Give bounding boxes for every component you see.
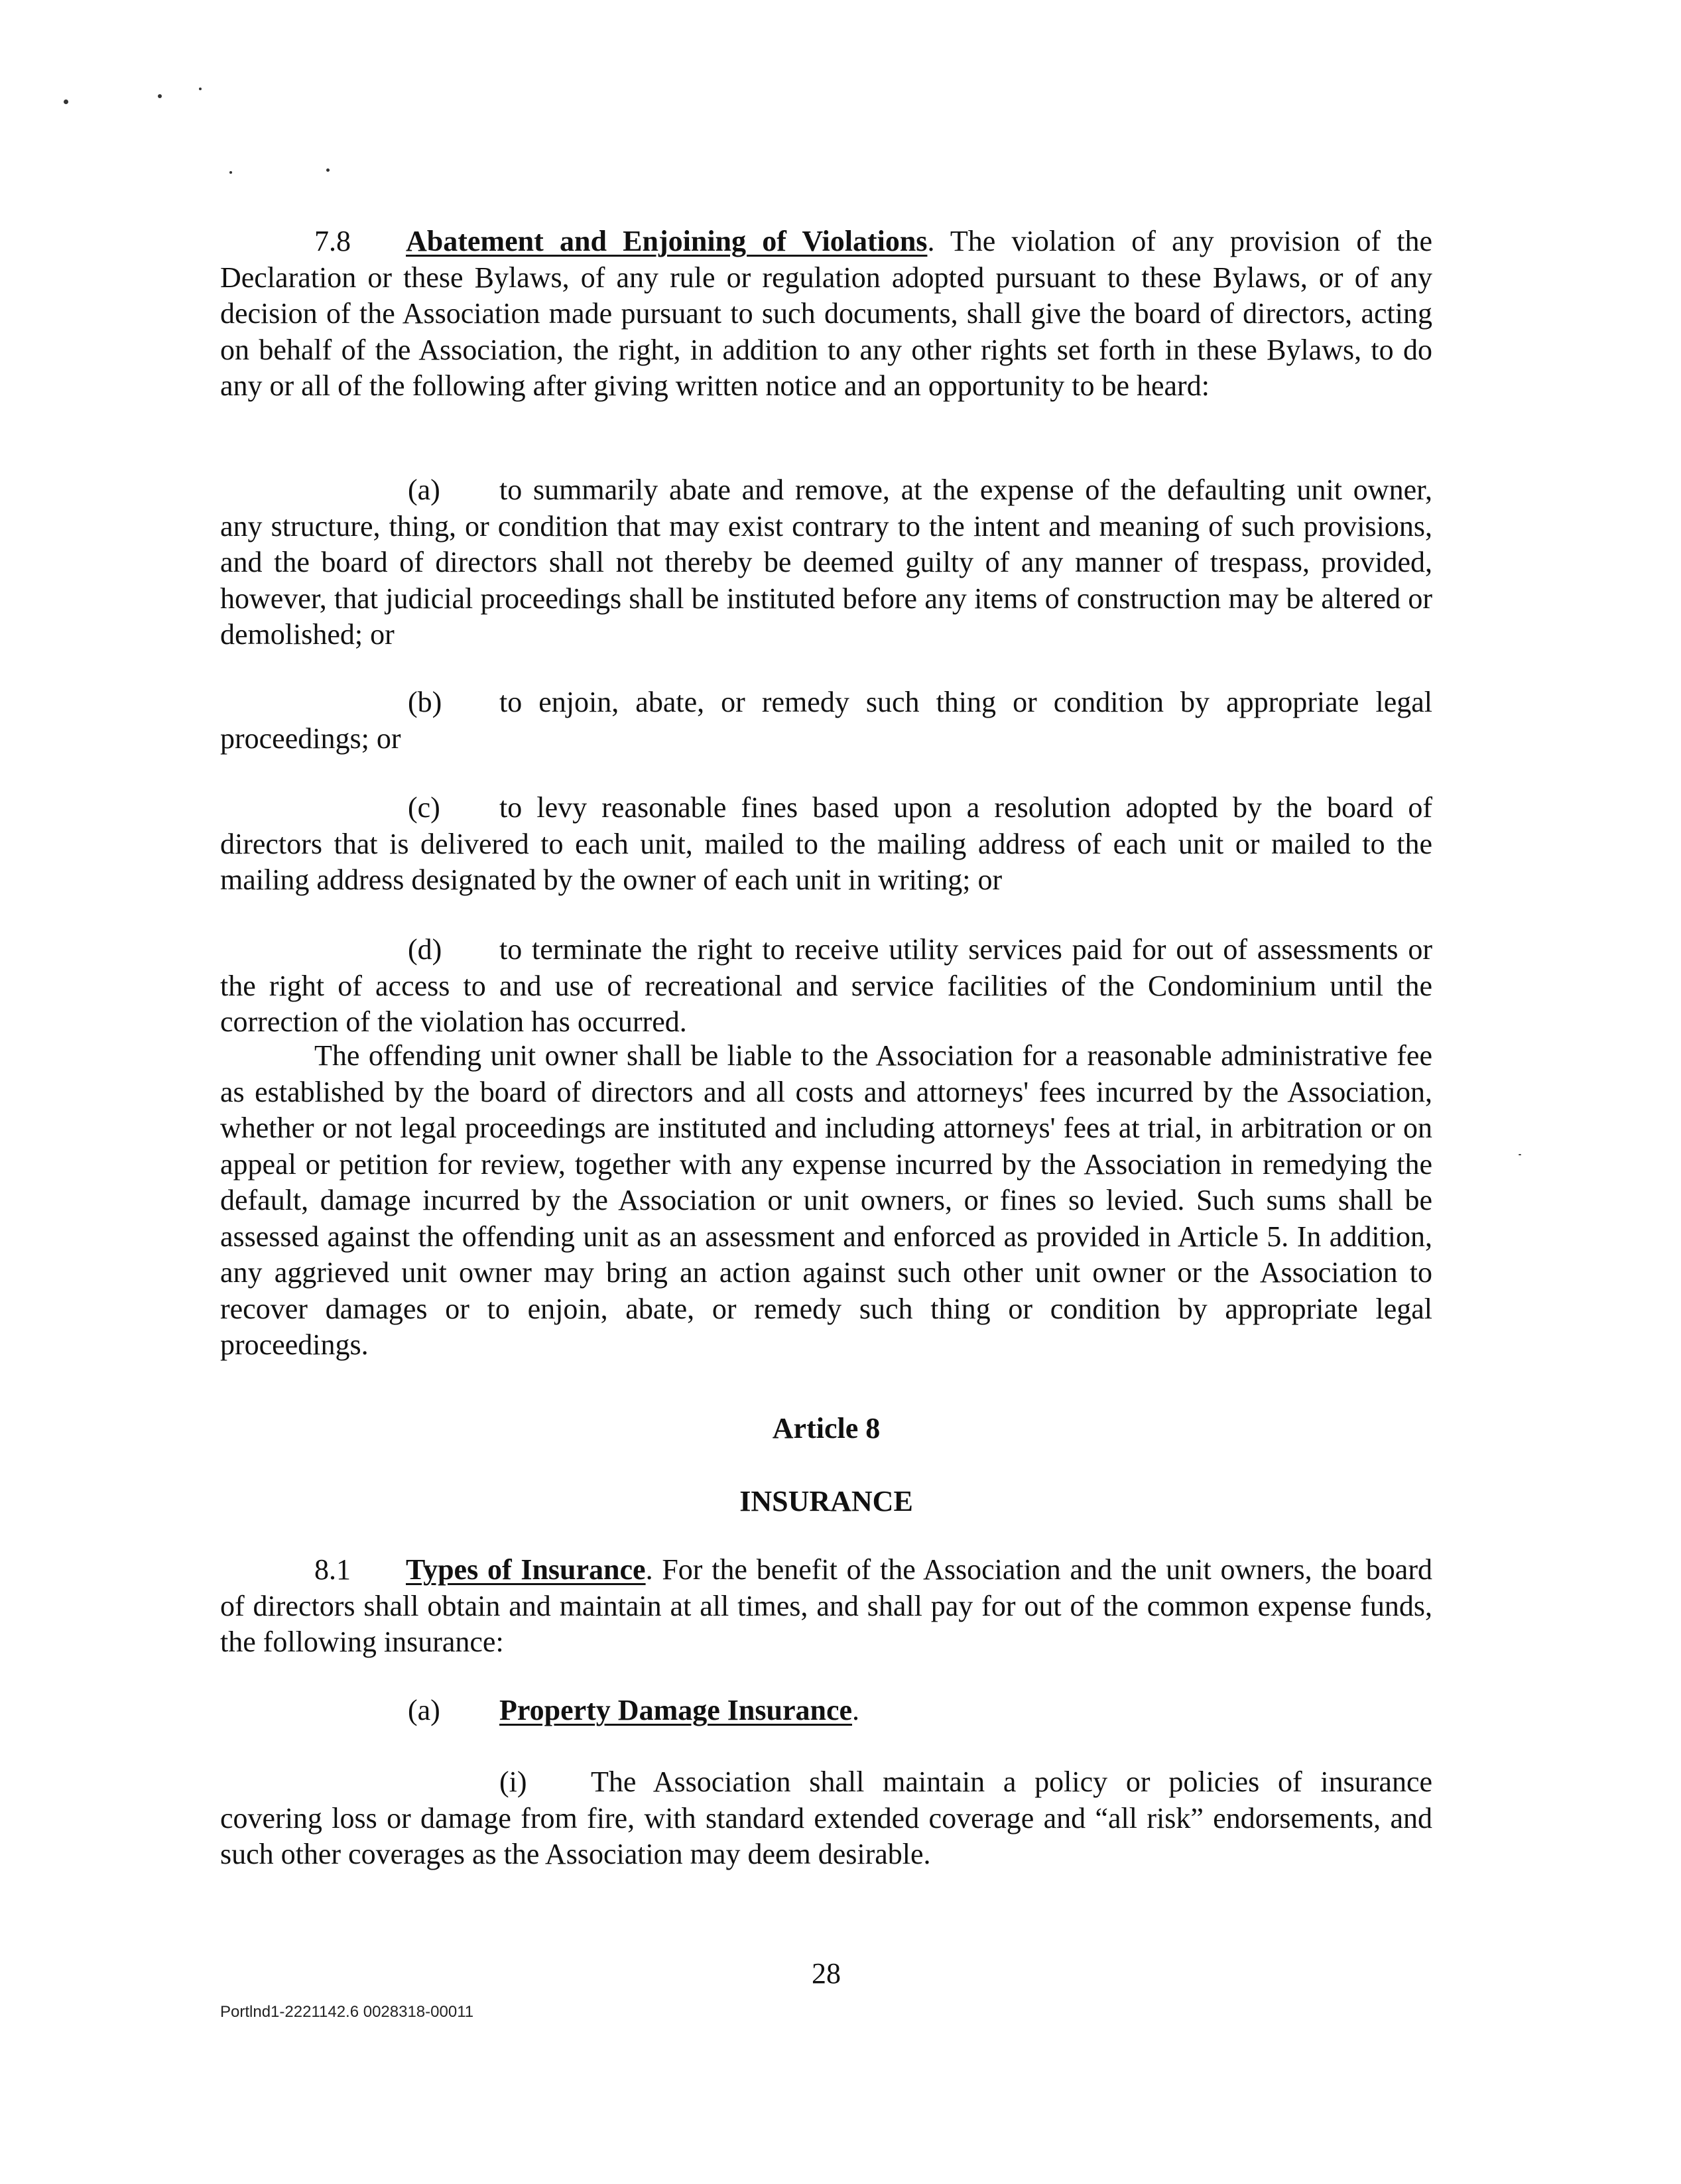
item-8-1-a-paragraph [220,1693,1432,1729]
item-c-label: (c) [408,791,440,824]
scan-speck [158,94,162,98]
item-d-text: to terminate the right to receive utility services paid for out of assessments or the right of access to and use of recreational and service facilities of the Condominium until the correction of the violation has occurred. [220,933,1432,1038]
offending-owner-paragraph [220,1038,1432,1364]
section-8-1-number: 8.1 [314,1553,351,1586]
item-b-label: (b) [408,686,442,718]
item-c-paragraph [220,790,1432,899]
offending-owner-text: The offending unit owner shall be liable to the Association for a reasonable administrative fee as established by the board of directors and all costs and attorneys' fees incurred by the Association, whether or not legal proceedings are instituted and including attorneys' fees at trial, in arbitration or on appeal or petition for review, together with any expense incurred by the Association in remedying the default, damage incurred by the Association or unit owners, or fines so levied. Such sums shall be assessed against the offending unit as an assessment and enforced as provided in Article 5. In addition, any aggrieved unit owner may bring an action against such other unit owner or the Association to recover damages or to enjoin, abate, or remedy such thing or condition by appropriate legal proceedings. [220,1039,1432,1361]
section-8-1-title: Types of Insurance [406,1553,646,1586]
scan-speck [326,168,330,172]
scan-speck [1519,1154,1521,1155]
scan-speck [229,171,232,174]
item-b-paragraph [220,684,1432,757]
item-d-paragraph [220,932,1432,1041]
item-8-1-a-title: Property Damage Insurance [499,1694,852,1726]
document-footer-id: Portlnd1-2221142.6 0028318-00011 [220,2003,474,2021]
article-title: INSURANCE [739,1485,913,1517]
section-7-8-paragraph [220,224,1432,405]
scan-speck [199,88,202,90]
item-a-paragraph [220,472,1432,653]
item-8-1-a-label: (a) [408,1694,440,1726]
item-c-text: to levy reasonable fines based upon a resolution adopted by the board of directors that is delivered to each unit, mailed to the mailing address of each unit or mailed to the mailing address designated by the owner of each unit in writing; or [220,791,1432,896]
item-8-1-a-i-paragraph [220,1764,1432,1873]
item-d-label: (d) [408,933,442,966]
item-a-label: (a) [408,474,440,506]
item-8-1-a-i-label: (i) [499,1766,527,1798]
section-7-8-body: . The violation of any provision of the Declaration or these Bylaws, of any rule or regulation adopted pursuant to these Bylaws, or of any decision of the Association made pursuant to such documents, shall give the board of directors, acting on behalf of the Association, the right, in addition to any other rights set forth in these Bylaws, to do any or all of the following after giving written notice and an opportunity to be heard: [220,225,1432,402]
item-8-1-a-i-text: The Association shall maintain a policy or policies of insurance covering loss or damage from fire, with standard extended coverage and “all risk” endorsements, and such other coverages as the Association may deem desirable. [220,1766,1432,1870]
item-b-text: to enjoin, abate, or remedy such thing or condition by appropriate legal proceedings; or [220,686,1432,755]
section-8-1-body: . For the benefit of the Association and the unit owners, the board of directors shall obtain and maintain at all times, and shall pay for out of the common expense funds, the following insurance: [220,1553,1432,1658]
page-number: 28 [812,1957,841,1990]
section-8-1-paragraph [220,1552,1432,1661]
item-a-text: to summarily abate and remove, at the expense of the defaulting unit owner, any structure, thing, or condition that may exist contrary to the intent and meaning of such provisions, and the board of directors shall not thereby be deemed guilty of any manner of trespass, provided, however, that judicial proceedings shall be instituted before any items of construction may be altered or demolished; or [220,474,1432,651]
section-7-8-title: Abatement and Enjoining of Violations [406,225,928,257]
section-7-8-number: 7.8 [314,225,351,257]
scan-speck [64,99,68,104]
article-heading: Article 8 [772,1412,881,1445]
item-8-1-a-tail: . [852,1694,859,1726]
